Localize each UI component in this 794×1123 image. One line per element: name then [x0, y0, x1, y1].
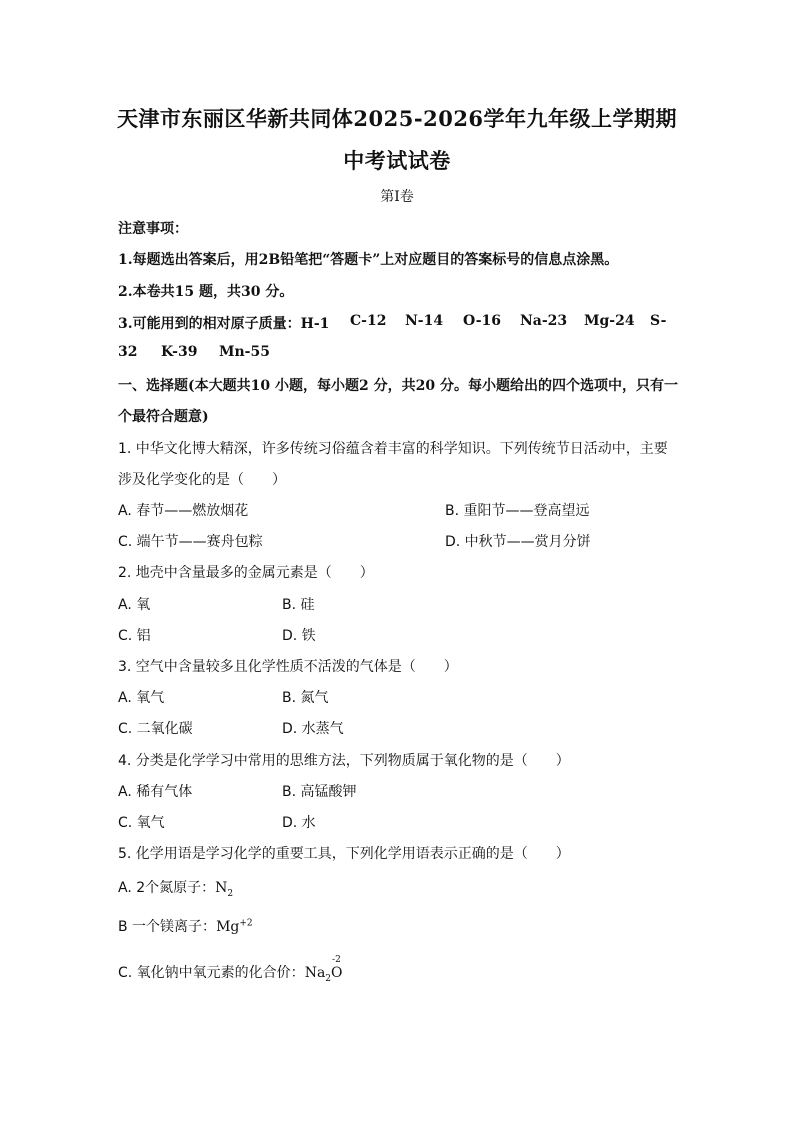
atomic-mass: Mg-24 — [584, 313, 635, 329]
question-4-option-a: A. 稀有气体 — [118, 784, 193, 800]
question-1-option-d: D. 中秋节——赏月分饼 — [445, 534, 591, 550]
exam-title-line2: 中考试试卷 — [343, 148, 451, 173]
notes-heading: 注意事项： — [118, 221, 188, 237]
atomic-mass: K-39 — [161, 344, 198, 360]
formula-subscript: 2 — [227, 888, 234, 899]
option-text: C. 氧化钠中氧元素的化合价： — [118, 965, 305, 981]
question-2-option-c: C. 铝 — [118, 628, 151, 644]
formula-symbol: O — [331, 965, 343, 981]
question-3-option-c: C. 二氧化碳 — [118, 721, 193, 737]
question-3-option-a: A. 氧气 — [118, 690, 165, 706]
valence-mark: -2 — [332, 955, 341, 965]
atomic-mass: Na-23 — [520, 313, 568, 329]
question-4-stem: 4. 分类是化学学习中常用的思维方法，下列物质属于氧化物的是（ ） — [118, 753, 570, 769]
section-heading-line2: 个最符合题意) — [118, 409, 209, 425]
formula-symbol: Na — [304, 965, 326, 981]
atomic-mass: N-14 — [405, 313, 444, 329]
atomic-mass: S- — [650, 313, 667, 329]
atomic-mass: Mn-55 — [219, 344, 270, 360]
question-1-stem-cont: 涉及化学变化的是（ ） — [118, 472, 286, 488]
notes-item-2: 2.本卷共15 题，共30 分。 — [118, 284, 294, 300]
question-2-option-b: B. 硅 — [282, 597, 315, 613]
option-text: A. 2个氮原子： — [118, 880, 216, 896]
question-3-option-d: D. 水蒸气 — [282, 721, 344, 737]
formula-symbol: N — [215, 880, 228, 896]
question-1-option-a: A. 春节——燃放烟花 — [118, 503, 249, 519]
notes-item-1: 1.每题选出答案后，用2B铅笔把“答题卡”上对应题目的答案标号的信息点涂黑。 — [118, 252, 619, 268]
formula-subscript: 2 — [325, 973, 332, 984]
atomic-mass: 32 — [118, 344, 138, 360]
notes-item-3 — [118, 313, 667, 333]
question-4-option-c: C. 氧气 — [118, 815, 165, 831]
atomic-mass: O-16 — [463, 313, 502, 329]
question-5-option-a — [118, 877, 233, 899]
question-2-stem: 2. 地壳中含量最多的金属元素是（ ） — [118, 565, 374, 581]
question-1-stem: 1. 中华文化博大精深，许多传统习俗蕴含着丰富的科学知识。下列传统节日活动中，主要 — [118, 441, 668, 457]
volume-label: 第Ⅰ卷 — [380, 189, 414, 205]
atomic-mass: C-12 — [350, 313, 387, 329]
exam-title-line1: 天津市东丽区华新共同体2025-2026学年九年级上学期期 — [116, 106, 678, 131]
question-3-stem: 3. 空气中含量较多且化学性质不活泼的气体是（ ） — [118, 659, 458, 675]
question-2-option-d: D. 铁 — [282, 628, 316, 644]
question-2-option-a: A. 氧 — [118, 597, 151, 613]
atomic-mass-label: 3.可能用到的相对原子质量：H-1 — [118, 316, 330, 332]
question-5-option-b — [118, 916, 253, 936]
formula-symbol: Mg — [216, 919, 240, 935]
question-5-stem: 5. 化学用语是学习化学的重要工具，下列化学用语表示正确的是（ ） — [118, 846, 570, 862]
question-4-option-b: B. 高锰酸钾 — [282, 784, 357, 800]
notes-item-3-cont — [118, 344, 270, 360]
question-3-option-b: B. 氮气 — [282, 690, 329, 706]
question-1-option-b: B. 重阳节——登高望远 — [445, 503, 590, 519]
formula-mg-ion — [216, 919, 253, 935]
formula-valence — [331, 955, 343, 981]
question-4-option-d: D. 水 — [282, 815, 316, 831]
section-heading-line1: 一、选择题(本大题共10 小题，每小题2 分，共20 分。每小题给出的四个选项中，只有一 — [118, 378, 678, 394]
formula-na2o — [304, 955, 343, 984]
question-5-option-c — [118, 955, 343, 984]
formula-n2 — [215, 880, 234, 899]
question-1-option-c: C. 端午节——赛舟包粽 — [118, 534, 263, 550]
option-text: B 一个镁离子： — [118, 919, 217, 935]
formula-superscript: +2 — [239, 918, 253, 929]
